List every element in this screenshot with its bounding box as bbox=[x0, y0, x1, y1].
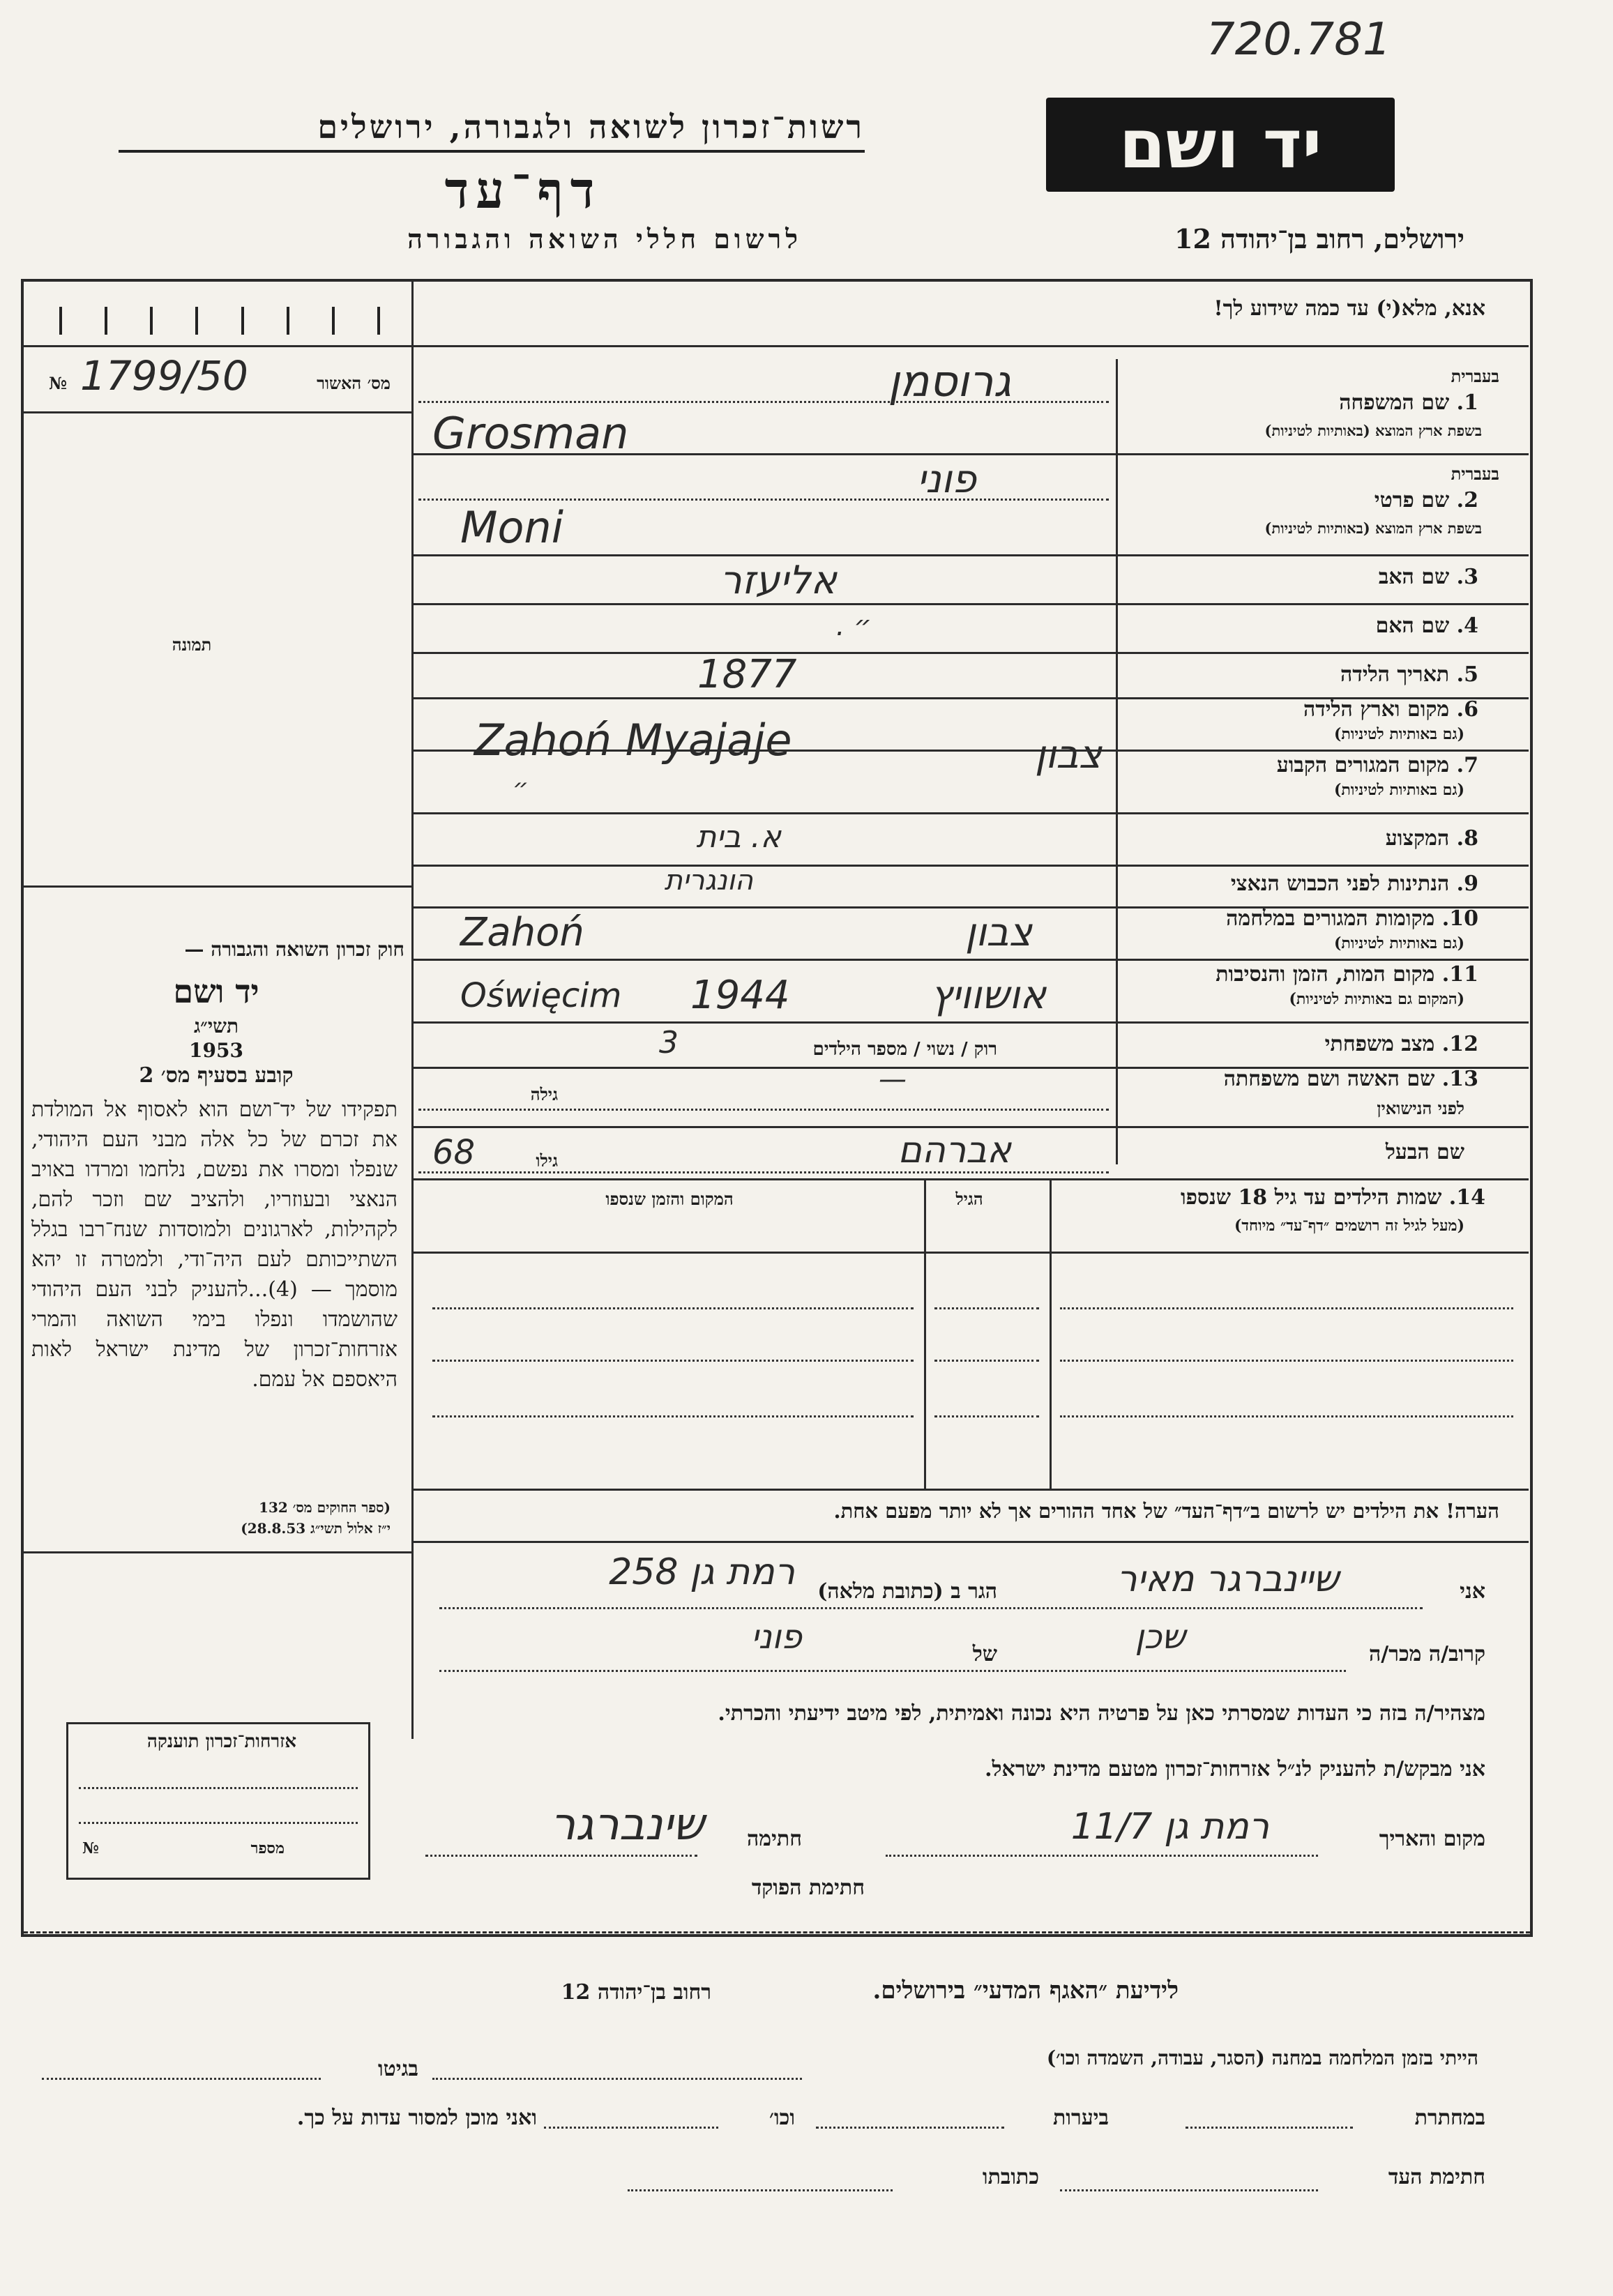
field-6-sub: (גם באותיות לטיניות) bbox=[1333, 725, 1464, 743]
declaration-address-value: רמת גן 258 bbox=[609, 1551, 795, 1593]
field-4-value: ״ . bbox=[835, 610, 872, 642]
field-10-label bbox=[1116, 906, 1478, 931]
field-2-value-lat: Moni bbox=[460, 502, 563, 553]
footer-line1: הייתי בזמן המלחמה במחנה (הסגר, עבודה, השמדה וכו׳) bbox=[1046, 2046, 1478, 2069]
field-9-number: 9. bbox=[1456, 872, 1478, 896]
officer-signature-label: חתימת הפוקד bbox=[751, 1876, 865, 1900]
citizenship-number-label: מספר bbox=[250, 1839, 285, 1857]
children-label bbox=[1032, 1185, 1485, 1210]
husband-age-label: גילו bbox=[536, 1150, 558, 1171]
field-6-number: 6. bbox=[1456, 697, 1478, 722]
footer-address: רחוב בן־יהודה 12 bbox=[561, 1980, 711, 2005]
field-3-name: שם האב bbox=[1378, 565, 1450, 589]
field-1-value-heb: גרוסמן bbox=[888, 356, 1011, 406]
field-6-label bbox=[1116, 697, 1478, 722]
husband-age-value: 68 bbox=[432, 1133, 476, 1172]
field-7-sub: (גם באותיות לטיניות) bbox=[1333, 781, 1464, 799]
field-1-name: שם המשפחה bbox=[1339, 390, 1450, 415]
field-10-sub: (גם באותיות לטיניות) bbox=[1333, 934, 1464, 952]
children-title: שמות הילדים עד גיל 18 שנספו bbox=[1180, 1185, 1442, 1210]
law-name: יד ושם bbox=[173, 973, 259, 1010]
form-subtitle: לרשום חללי השואה והגבורה bbox=[407, 223, 802, 254]
field-8-number: 8. bbox=[1456, 826, 1478, 851]
law-ref-1: (ספר החוקים מס׳ 132 bbox=[259, 1499, 391, 1516]
note: הערה! את הילדים יש לרשום ב״דף־העד״ של אחד ההורים אך לא יותר מפעם אחת. bbox=[833, 1499, 1499, 1523]
declaration-of-label: של bbox=[972, 1642, 997, 1666]
field-11-value-lat: Oświęcim bbox=[460, 976, 622, 1015]
field-7-name: מקום המגורים הקבוע bbox=[1276, 753, 1450, 777]
photo-label: תמונה bbox=[172, 634, 212, 655]
field-10-value-heb: צבון bbox=[964, 910, 1032, 955]
citizenship-sign: № bbox=[82, 1839, 99, 1857]
citizenship-box bbox=[66, 1722, 370, 1880]
registration-number: 1799/50 bbox=[80, 352, 248, 400]
declaration-of-value: פוני bbox=[750, 1618, 802, 1657]
field-8-label bbox=[1144, 826, 1478, 851]
field-11-label bbox=[1116, 962, 1478, 987]
field-13-number: 13. bbox=[1441, 1067, 1478, 1091]
field-9-name: הנתינות לפני הכבוש הנאצי bbox=[1230, 872, 1450, 896]
field-6-value-heb: צבון bbox=[1034, 732, 1102, 777]
law-text: תפקידו של יד־ושם הוא לאסוף אל המולדת את זכרם של כל אלה מבני העם היהודי, שנפלו ומסרו את נפשם, נלחמו ומרדו באויב הנאצי ובעוזריו, ולהציב שם וזכר להם, לקהילות, לארגונים ולמוסדות שנח־רבו בגלל השתייכותם לעם היה־ודי, ולמטרה זו יהא מוסמך — (4)...להעניק לבני העם היהודי שהושמדו ונפלו בימי השואה והמרי אזרחות־זכרון של מדינת ישראל לאות היאספם אל עמם. bbox=[31, 1097, 398, 1392]
footer-underground-label: במחתרת bbox=[1414, 2106, 1485, 2130]
field-5-label bbox=[1144, 662, 1478, 687]
declaration-i-label: אני bbox=[1460, 1579, 1485, 1604]
law-clause: קובע בסעיף מס׳ 2 bbox=[139, 1063, 294, 1088]
footer-ghetto-label: בגיטו bbox=[377, 2057, 418, 2081]
footer-etc-label: וכו׳ bbox=[769, 2106, 795, 2130]
field-2-name: שם פרטי bbox=[1374, 488, 1450, 512]
place-date-value: רמת גן 11/7 bbox=[1070, 1806, 1269, 1848]
footer-forests-label: ביערות bbox=[1052, 2106, 1109, 2130]
field-2-label bbox=[1144, 488, 1478, 512]
field-2-sub: בשפת ארץ המוצא (באותיות לטיניות) bbox=[1264, 519, 1482, 537]
field-1-value-lat: Grosman bbox=[432, 408, 629, 459]
field-9-label bbox=[1116, 872, 1478, 896]
field-6-name: מקום וארץ הלידה bbox=[1303, 697, 1450, 722]
field-12-label bbox=[1144, 1032, 1478, 1056]
field-3-number: 3. bbox=[1456, 565, 1478, 589]
field-8-value: א. בית bbox=[696, 819, 781, 855]
field-4-label bbox=[1144, 614, 1478, 638]
law-title: חוק זכרון השואה והגבורה — bbox=[184, 938, 404, 961]
field-4-name: שם האם bbox=[1375, 614, 1450, 638]
field-12-options: רוק / נשוי / מספר הילדים bbox=[812, 1039, 997, 1060]
law-ref-2: י״ז אלול תשי״ג 28.8.53) bbox=[241, 1520, 391, 1537]
field-10-name: מקומות המגורים במלחמה bbox=[1226, 906, 1435, 931]
field-7-label bbox=[1116, 753, 1478, 777]
field-2-value-heb: פוני bbox=[916, 457, 976, 502]
field-3-label bbox=[1144, 565, 1478, 589]
children-col-age: הגיל bbox=[955, 1189, 983, 1209]
yad-vashem-logo bbox=[1046, 98, 1395, 192]
field-1-label bbox=[1144, 390, 1478, 415]
form-title: דף־עד bbox=[444, 160, 602, 220]
field-1-sub: בשפת ארץ המוצא (באותיות לטיניות) bbox=[1264, 422, 1482, 439]
field-8-name: המקצוע bbox=[1385, 826, 1450, 851]
address: ירושלים, רחוב בן־יהודה 12 bbox=[1174, 223, 1464, 254]
field-2-number: 2. bbox=[1456, 488, 1478, 512]
field-13-sub: לפני הנישואין bbox=[1377, 1098, 1464, 1118]
citizenship-title: אזרחות־זכרון תוענקה bbox=[146, 1731, 297, 1752]
registration-sign: № bbox=[49, 373, 68, 393]
field-10-value-lat: Zahoń bbox=[460, 910, 584, 955]
footer-ready-label: ואני מוכן למסור עדות על כך. bbox=[296, 2106, 537, 2130]
hebrew-tag-1: בעברית bbox=[1451, 366, 1499, 386]
field-11-number: 11. bbox=[1441, 962, 1478, 987]
tick-marks bbox=[59, 307, 380, 335]
declaration-relative-value: שכן bbox=[1135, 1618, 1186, 1657]
field-3-value: אליעזר bbox=[720, 558, 837, 603]
declaration-i-value: שיינברגר מאיר bbox=[1116, 1558, 1339, 1600]
husband-name-label: שם הבעל bbox=[1385, 1140, 1464, 1164]
law-year-heb: תשי״ג bbox=[193, 1014, 239, 1037]
field-12-number: 12. bbox=[1441, 1032, 1478, 1056]
declaration-lives-label: הגר ב (כתובת מלאה) bbox=[817, 1579, 997, 1604]
field-13-value: — bbox=[879, 1063, 907, 1095]
husband-name-value: אברהם bbox=[898, 1130, 1011, 1171]
children-number: 14. bbox=[1448, 1185, 1485, 1210]
field-11-value-year: 1944 bbox=[690, 973, 790, 1018]
logo-text: יד ושם bbox=[1119, 105, 1322, 183]
field-4-number: 4. bbox=[1456, 614, 1478, 638]
hebrew-tag-2: בעברית bbox=[1451, 464, 1499, 484]
field-9-value: הונגרית bbox=[664, 865, 753, 897]
field-13-name: שם האשה ושם משפחתה bbox=[1223, 1067, 1435, 1091]
intro-line: אנא, מלא(י) עד כמה שידוע לך! bbox=[1213, 296, 1485, 321]
field-5-value: 1877 bbox=[697, 652, 797, 697]
law-year: 1953 bbox=[189, 1039, 243, 1062]
field-12-name: מצב משפחתי bbox=[1324, 1032, 1435, 1056]
field-12-value: 3 bbox=[659, 1025, 679, 1060]
signature-value: שינברגר bbox=[550, 1799, 704, 1850]
children-sub: (מעל לגיל זה רושמים ״דף־עד״ מיוחד) bbox=[1234, 1217, 1464, 1235]
field-6-value-lat: Zahoń Myajaje bbox=[474, 715, 792, 766]
footer-address-label: כתובתו bbox=[982, 2165, 1039, 2189]
children-col-place: המקום והזמן שנספו bbox=[605, 1189, 734, 1209]
declaration-statement: מצהיר/ה בזה כי העדות שמסרתי כאן על פרטיה היא נכונה ואמיתית, לפי מיטב ידיעתי והכרתי. bbox=[718, 1701, 1485, 1726]
footer-witness-signature-label: חתימת העד bbox=[1388, 2165, 1485, 2189]
registration-label: מס׳ האשור bbox=[317, 373, 391, 393]
field-5-name: תאריך הלידה bbox=[1340, 662, 1450, 687]
field-10-number: 10. bbox=[1441, 906, 1478, 931]
wife-age-label: גילה bbox=[530, 1084, 558, 1104]
field-11-sub: (המקום גם באותיות לטיניות) bbox=[1289, 990, 1464, 1008]
field-7-value: ״ bbox=[513, 774, 529, 803]
declaration-relative-label: קרוב/ה מכר/ה bbox=[1369, 1642, 1485, 1666]
field-5-number: 5. bbox=[1456, 662, 1478, 687]
field-13-label bbox=[1116, 1067, 1478, 1091]
footer-title: לידיעת ״האגף המדעי״ בירושלים. bbox=[872, 1977, 1179, 2005]
field-1-number: 1. bbox=[1456, 390, 1478, 415]
place-date-label: מקום והאריך bbox=[1379, 1827, 1485, 1851]
signature-label: חתימה bbox=[747, 1827, 802, 1851]
field-7-number: 7. bbox=[1456, 753, 1478, 777]
archive-number: 720.781 bbox=[1206, 14, 1391, 66]
field-11-name: מקום המות, הזמן והנסיבות bbox=[1216, 962, 1435, 987]
authority-title: רשות־זכרון לשואה ולגבורה, ירושלים bbox=[119, 108, 865, 153]
field-11-value-heb: אושוויץ bbox=[930, 973, 1046, 1018]
declaration-request: אני מבקש/ת להעניק לנ״ל אזרחות־זכרון מטעם מדינת ישראל. bbox=[985, 1757, 1485, 1781]
